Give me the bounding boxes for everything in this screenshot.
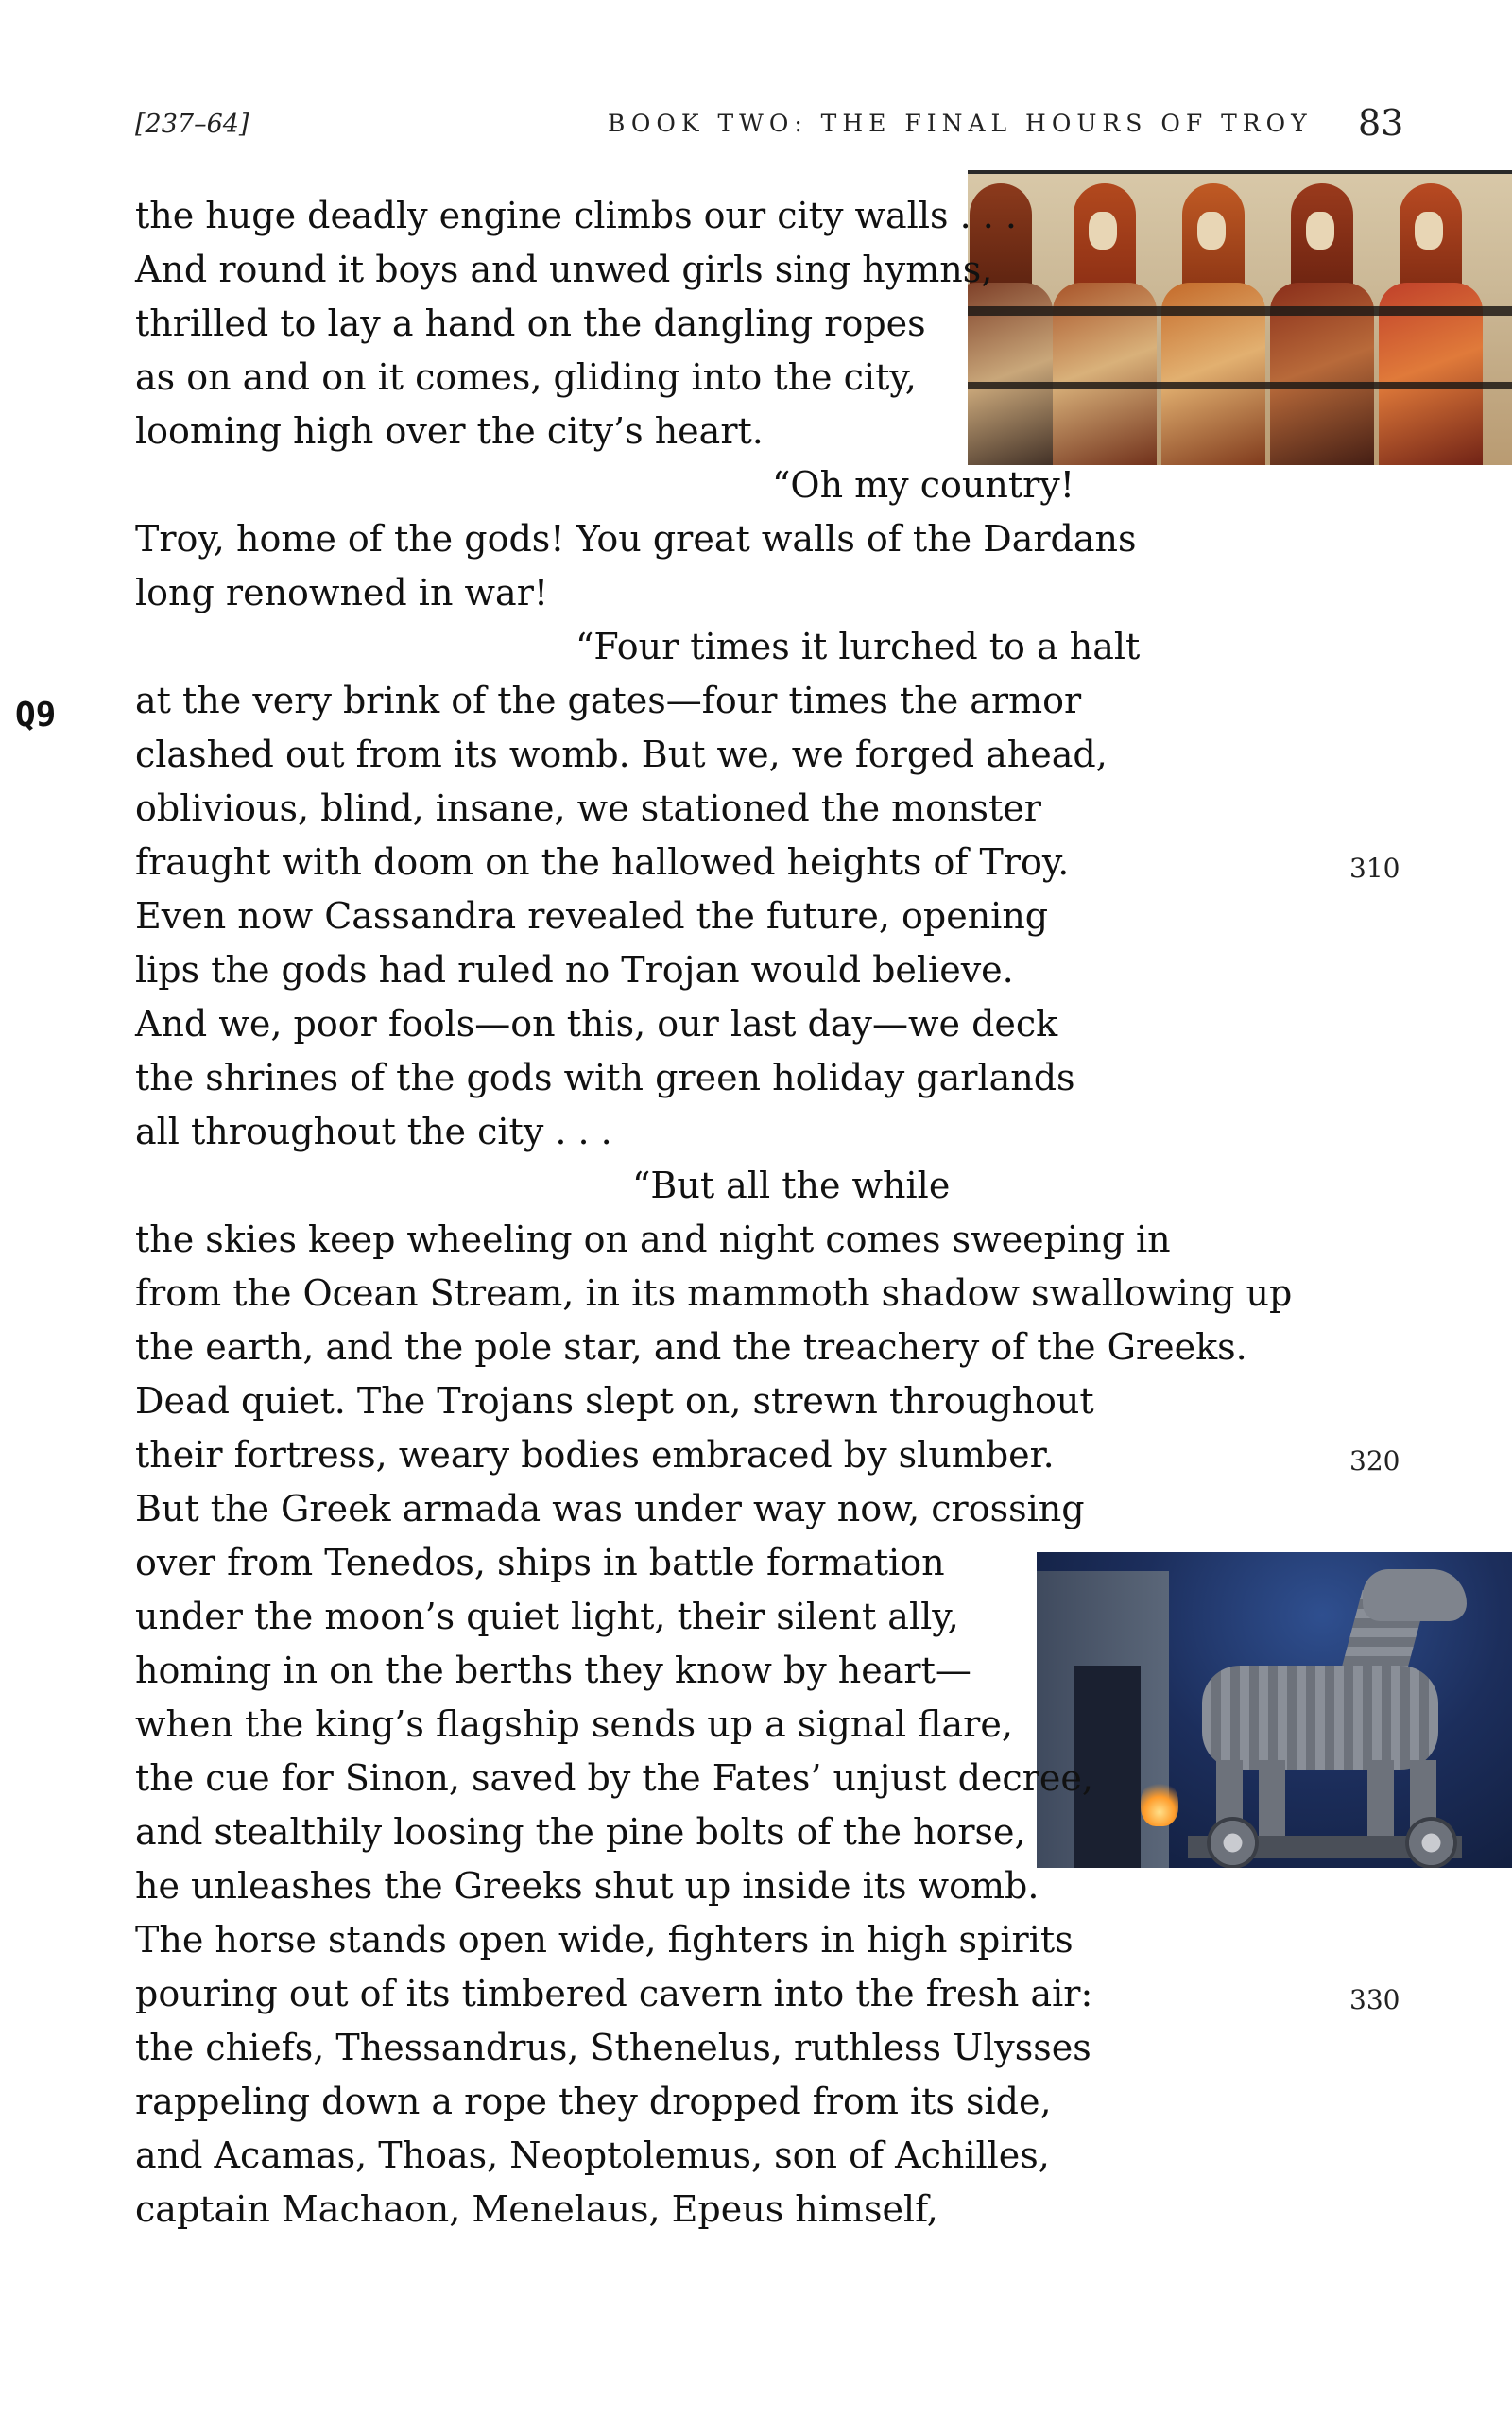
poem-line: fraught with doom on the hallowed heights of Troy. — [135, 841, 1070, 883]
poem-line: looming high over the city’s heart. — [135, 410, 764, 452]
poem-line: thrilled to lay a hand on the dangling ropes — [135, 302, 926, 344]
line-number: 330 — [1349, 1984, 1400, 2015]
poem-line: oblivious, blind, insane, we stationed the monster — [135, 787, 1041, 829]
poem-line: under the moon’s quiet light, their silent ally, — [135, 1596, 959, 1637]
poem-line: the shrines of the gods with green holiday garlands — [135, 1057, 1075, 1098]
fresco-illustration — [968, 170, 1512, 465]
poem-line: But the Greek armada was under way now, crossing — [135, 1488, 1085, 1529]
margin-query-marker: Q9 — [15, 696, 57, 734]
poem-line: captain Machaon, Menelaus, Epeus himself, — [135, 2188, 938, 2230]
poem-line: rappeling down a rope they dropped from its side, — [135, 2081, 1052, 2122]
fresco-figure — [1379, 183, 1483, 465]
fresco-figure — [1270, 183, 1374, 465]
poem-line: the skies keep wheeling on and night comes sweeping in — [135, 1218, 1171, 1260]
poem-line: as on and on it comes, gliding into the city, — [135, 356, 917, 398]
poem-line: lips the gods had ruled no Trojan would believe. — [135, 949, 1014, 991]
fresco-figure — [1161, 183, 1265, 465]
page-number: 83 — [1358, 102, 1404, 144]
poem-line: long renowned in war! — [135, 572, 549, 613]
poem-line: And we, poor fools—on this, our last day—we deck — [135, 1003, 1058, 1045]
line-number: 320 — [1349, 1445, 1400, 1477]
line-number: 310 — [1349, 853, 1400, 884]
poem-line: The horse stands open wide, fighters in high spirits — [135, 1919, 1074, 1961]
poem-line: from the Ocean Stream, in its mammoth shadow swallowing up — [135, 1272, 1293, 1314]
poem-line: the cue for Sinon, saved by the Fates’ unjust decree, — [135, 1757, 1093, 1799]
header-line-range: [237–64] — [135, 110, 249, 139]
poem-line: when the king’s flagship sends up a signal flare, — [135, 1703, 1013, 1745]
poem-line: “Oh my country! — [772, 464, 1074, 506]
trojan-horse-illustration — [1037, 1552, 1512, 1868]
poem-line: the huge deadly engine climbs our city walls . . . — [135, 195, 1017, 236]
poem-line: and Acamas, Thoas, Neoptolemus, son of Achilles, — [135, 2134, 1050, 2176]
poem-line: And round it boys and unwed girls sing hymns, — [135, 249, 993, 290]
poem-line: and stealthily loosing the pine bolts of the horse, — [135, 1811, 1026, 1853]
poem-line: Even now Cassandra revealed the future, opening — [135, 895, 1049, 937]
poem-line: “But all the while — [632, 1165, 951, 1206]
poem-line: their fortress, weary bodies embraced by slumber. — [135, 1434, 1055, 1476]
poem-line: “Four times it lurched to a halt — [576, 626, 1141, 667]
poem-line: he unleashes the Greeks shut up inside its womb. — [135, 1865, 1040, 1907]
poem-line: pouring out of its timbered cavern into the fresh air: — [135, 1973, 1093, 2014]
poem-line: at the very brink of the gates—four times the armor — [135, 680, 1082, 721]
poem-line: the earth, and the pole star, and the treachery of the Greeks. — [135, 1326, 1247, 1368]
poem-line: Troy, home of the gods! You great walls of the Dardans — [135, 518, 1137, 560]
fresco-figure — [1053, 183, 1157, 465]
poem-line: all throughout the city . . . — [135, 1111, 612, 1152]
poem-line: the chiefs, Thessandrus, Sthenelus, ruthless Ulysses — [135, 2027, 1091, 2068]
poem-line: over from Tenedos, ships in battle formation — [135, 1542, 945, 1583]
poem-line: clashed out from its womb. But we, we forged ahead, — [135, 734, 1108, 775]
running-header-title: BOOK TWO: THE FINAL HOURS OF TROY — [608, 110, 1313, 137]
poem-line: Dead quiet. The Trojans slept on, strewn throughout — [135, 1380, 1094, 1422]
poem-line: homing in on the berths they know by heart— — [135, 1650, 971, 1691]
